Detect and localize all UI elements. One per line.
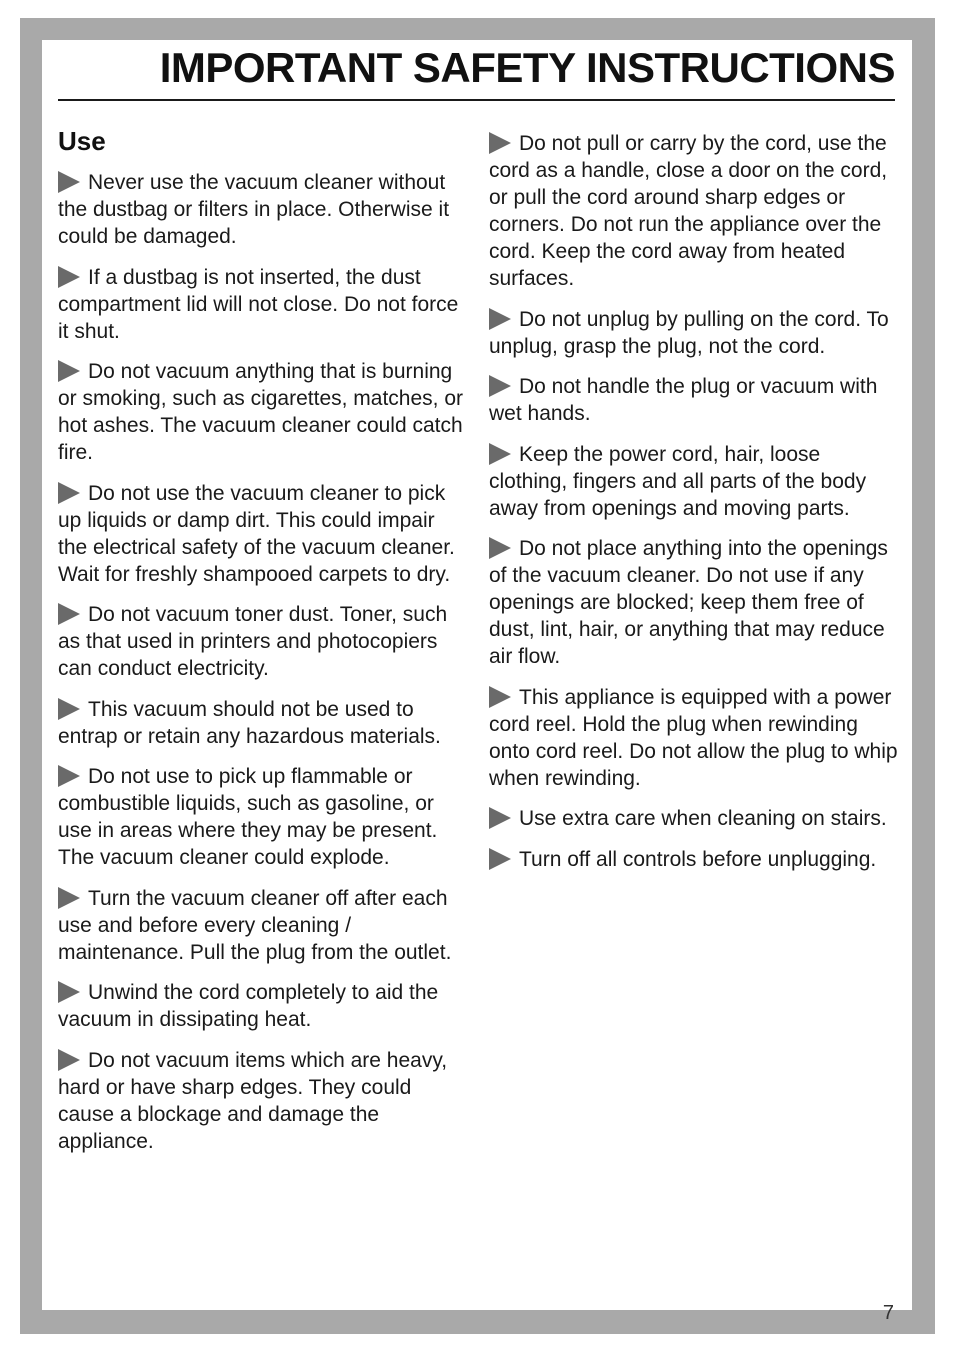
instruction-item — [489, 684, 899, 792]
instruction-item — [489, 846, 899, 873]
instruction-item — [489, 535, 899, 670]
instruction-item — [58, 264, 464, 345]
right-triangle-bullet-icon — [58, 1049, 80, 1071]
instruction-text: Do not unplug by pulling on the cord. To unplug, grasp the plug, not the cord. — [489, 307, 889, 358]
instruction-item — [489, 805, 899, 832]
right-triangle-bullet-icon — [58, 765, 80, 787]
instruction-text: Do not vacuum items which are heavy, hard or have sharp edges. They could cause a blockage and damage the appliance. — [58, 1048, 448, 1153]
page-number: 7 — [882, 1302, 894, 1324]
instruction-text: Turn the vacuum cleaner off after each use and before every cleaning / maintenance. Pull the plug from the outlet. — [58, 886, 452, 964]
instruction-item — [58, 480, 464, 588]
right-triangle-bullet-icon — [58, 360, 80, 382]
instruction-text: Do not vacuum anything that is burning or smoking, such as cigarettes, matches, or hot ashes. The vacuum cleaner could catch fire. — [58, 360, 463, 464]
right-instruction-list — [489, 130, 899, 873]
right-triangle-bullet-icon — [489, 132, 511, 154]
right-triangle-bullet-icon — [58, 603, 80, 625]
instruction-text: Keep the power cord, hair, loose clothing, fingers and all parts of the body away from openings and moving parts. — [489, 442, 867, 520]
instruction-text: Do not place anything into the openings of the vacuum cleaner. Do not use if any openings are blocked; keep them free of dust, lint, hair, or anything that may reduce air flow. — [489, 537, 888, 668]
right-triangle-bullet-icon — [58, 171, 80, 193]
left-column — [58, 126, 464, 1168]
right-triangle-bullet-icon — [58, 698, 80, 720]
instruction-text: Do not handle the plug or vacuum with wet hands. — [489, 375, 878, 425]
right-triangle-bullet-icon — [489, 686, 511, 708]
instruction-item — [58, 885, 464, 966]
instruction-item — [58, 601, 464, 682]
page-title: IMPORTANT SAFETY INSTRUCTIONS — [159, 44, 895, 91]
right-triangle-bullet-icon — [489, 375, 511, 397]
instruction-text: Unwind the cord completely to aid the vacuum in dissipating heat. — [58, 981, 439, 1031]
right-triangle-bullet-icon — [58, 482, 80, 504]
section-heading: Use — [58, 126, 106, 156]
instruction-item — [58, 979, 464, 1033]
instruction-text: If a dustbag is not inserted, the dust compartment lid will not close. Do not force it shut. — [58, 265, 459, 343]
instruction-item — [489, 130, 899, 292]
right-triangle-bullet-icon — [58, 266, 80, 288]
right-triangle-bullet-icon — [489, 807, 511, 829]
right-triangle-bullet-icon — [489, 537, 511, 559]
instruction-text: Do not pull or carry by the cord, use the cord as a handle, close a door on the cord, or pull the cord around sharp edges or corners. Do not run the appliance over the cord. Keep the cord away from heated surfaces. — [489, 132, 888, 290]
instruction-text: This vacuum should not be used to entrap or retain any hazardous materials. — [58, 697, 441, 748]
right-triangle-bullet-icon — [58, 981, 80, 1003]
instruction-text: Never use the vacuum cleaner without the dustbag or filters in place. Otherwise it could be damaged. — [58, 171, 450, 248]
title-divider — [58, 99, 895, 101]
instruction-item — [58, 763, 464, 871]
instruction-text: Use extra care when cleaning on stairs. — [519, 807, 887, 830]
instruction-text: Turn off all controls before unplugging. — [519, 847, 877, 871]
instruction-text: Do not use to pick up flammable or combustible liquids, such as gasoline, or use in areas where they may be present. The vacuum cleaner could explode. — [58, 765, 438, 869]
instruction-text: This appliance is equipped with a power cord reel. Hold the plug when rewinding onto cord reel. Do not allow the plug to whip when rewinding. — [489, 685, 898, 790]
instruction-text: Do not use the vacuum cleaner to pick up liquids or damp dirt. This could impair the electrical safety of the vacuum cleaner. Wait for freshly shampooed carpets to dry. — [58, 481, 455, 586]
instruction-item — [489, 441, 899, 522]
right-triangle-bullet-icon — [489, 443, 511, 465]
instruction-item — [58, 696, 464, 750]
instruction-item — [58, 169, 464, 250]
instruction-item — [58, 358, 464, 466]
right-triangle-bullet-icon — [58, 887, 80, 909]
instruction-item — [58, 1047, 464, 1155]
right-triangle-bullet-icon — [489, 308, 511, 330]
instruction-item — [489, 373, 899, 427]
right-column — [489, 130, 899, 886]
right-triangle-bullet-icon — [489, 848, 511, 870]
left-instruction-list — [58, 169, 464, 1155]
instruction-text: Do not vacuum toner dust. Toner, such as that used in printers and photocopiers can conduct electricity. — [58, 603, 448, 680]
instruction-item — [489, 306, 899, 360]
